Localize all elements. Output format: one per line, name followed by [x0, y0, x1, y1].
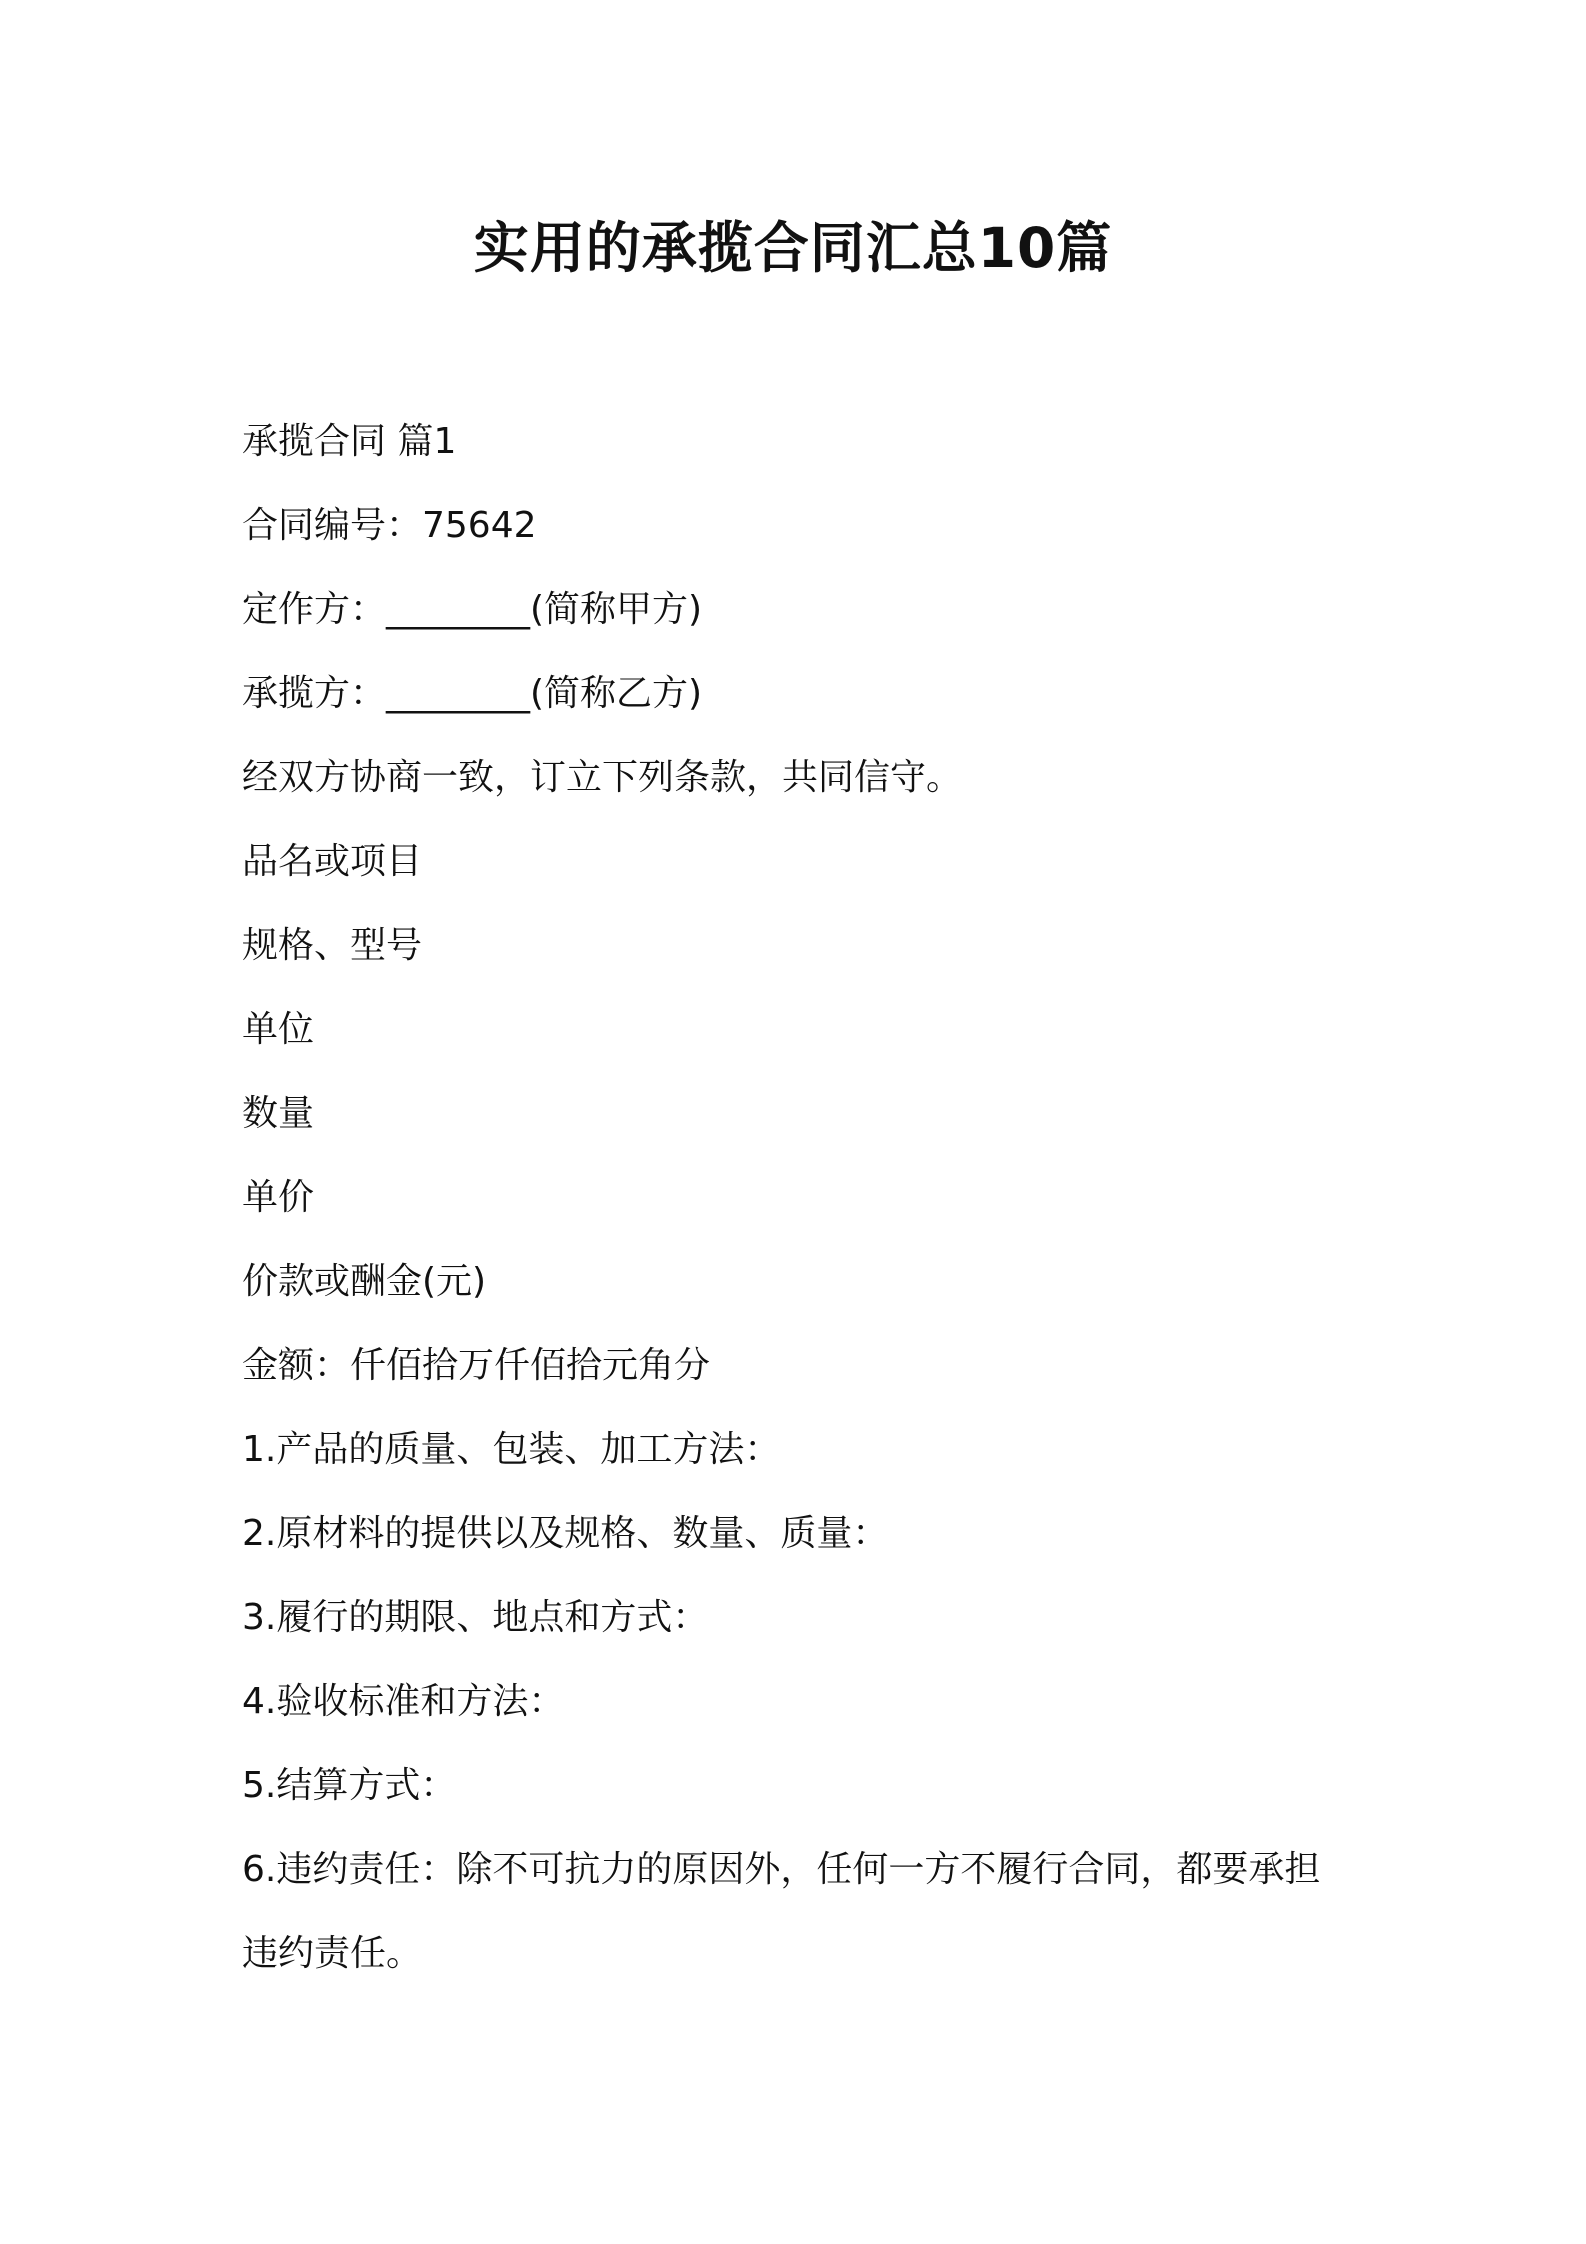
- clause-2: 2.原材料的提供以及规格、数量、质量：: [242, 1513, 889, 1554]
- clause-5: 5.结算方式：: [242, 1765, 457, 1806]
- document-body: [242, 400, 1372, 1996]
- price-label: 价款或酬金(元): [242, 1261, 487, 1302]
- unit-label: 单位: [242, 1009, 315, 1050]
- clause-1: 1.产品的质量、包装、加工方法：: [242, 1429, 781, 1470]
- document-title: 实用的承揽合同汇总10篇: [473, 216, 1113, 280]
- clause-4: 4.验收标准和方法：: [242, 1681, 565, 1722]
- amount-line: 金额：仟佰拾万仟佰拾元角分: [242, 1345, 711, 1386]
- agreement-statement: 经双方协商一致，订立下列条款，共同信守。: [242, 757, 963, 798]
- clause-6: 6.违约责任：除不可抗力的原因外，任何一方不履行合同，都要承担: [242, 1849, 1321, 1890]
- clause-3: 3.履行的期限、地点和方式：: [242, 1597, 709, 1638]
- contract-number: 合同编号：75642: [242, 505, 537, 546]
- section-heading: 承揽合同 篇1: [242, 421, 457, 462]
- quantity-label: 数量: [242, 1093, 315, 1134]
- spec-model-label: 规格、型号: [242, 925, 423, 966]
- unit-price-label: 单价: [242, 1177, 315, 1218]
- item-name-label: 品名或项目: [242, 841, 423, 882]
- party-b-line: 承揽方：________(简称乙方): [242, 673, 703, 714]
- party-a-line: 定作方：________(简称甲方): [242, 589, 703, 630]
- clause-6-continued: 违约责任。: [242, 1933, 423, 1974]
